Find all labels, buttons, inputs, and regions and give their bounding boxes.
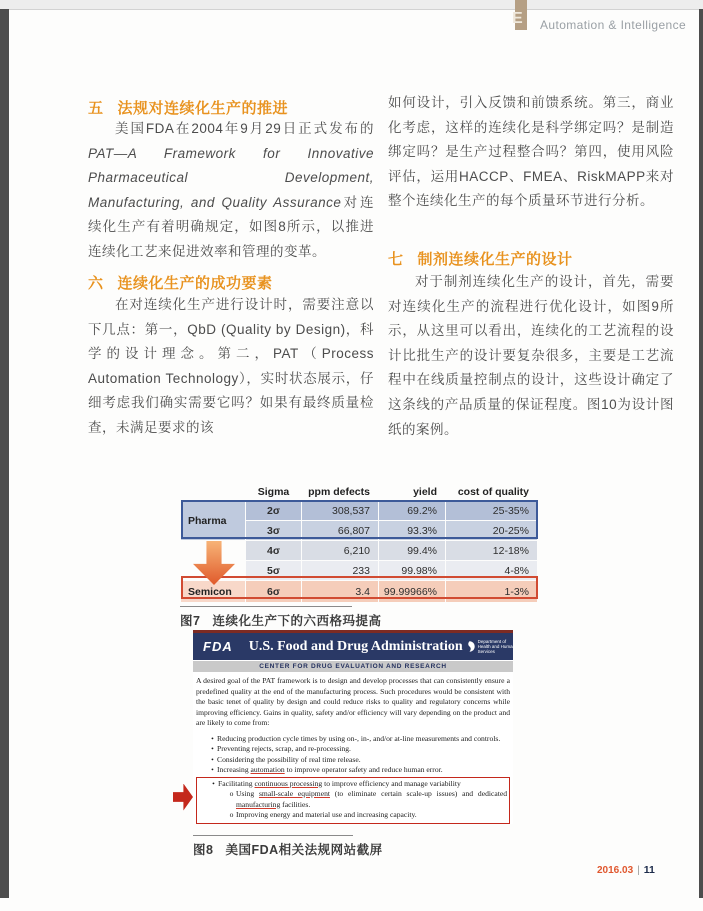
table-header-ppm: ppm defects bbox=[308, 485, 370, 498]
list-item bbox=[196, 734, 510, 745]
hhs-eagle-icon bbox=[463, 640, 476, 653]
table-cell: 99.99966% bbox=[379, 581, 445, 602]
section7-heading bbox=[388, 248, 573, 269]
table-cell: 233 bbox=[302, 561, 378, 580]
table-cell: 20-25% bbox=[446, 521, 537, 540]
text-segment: Facilitating bbox=[218, 778, 255, 788]
bullet-icon: • bbox=[211, 754, 214, 764]
figure8-caption-label: 图8 bbox=[193, 843, 214, 857]
list-item bbox=[197, 779, 507, 790]
text-segment: facilities. bbox=[280, 799, 311, 809]
pharma-group-label: Pharma bbox=[181, 501, 245, 540]
table-header-sigma: Sigma bbox=[257, 485, 290, 498]
bullet-icon: o bbox=[229, 810, 234, 819]
section6-number: 六 bbox=[88, 275, 104, 292]
section5-text-2: 对连续化生产有着明确规定，如图8所示，以推进连续化工艺来促进效率和管理的变革。 bbox=[88, 194, 375, 259]
table-cell: 3.4 bbox=[302, 581, 378, 602]
table-row: 2σ bbox=[246, 501, 301, 520]
fda-banner-title: U.S. Food and Drug Administration bbox=[248, 638, 463, 654]
text-segment: Using bbox=[236, 789, 259, 798]
hhs-seal-text: Department of Health and Human Services bbox=[477, 638, 516, 655]
fda-logo: FDA bbox=[203, 639, 233, 654]
section5-title: 法规对连续化生产的推进 bbox=[117, 100, 289, 117]
fda-banner bbox=[193, 633, 516, 660]
fda-bullet-2: Preventing rejects, scrap, and re-processing. bbox=[217, 744, 351, 753]
table-row: 3σ bbox=[246, 521, 301, 540]
fda-intro-paragraph: A desired goal of the PAT framework is to design and develop processes that can consistently ensure a predefined quality at the end of the manufacturing process. Such procedures would be consistent with the basic tenet of quality by design and could reduce risks to quality and regulatory concerns while improving efficiency. Gains in quality, safety and/or efficiency will vary depending on the product and are likely to come from: bbox=[196, 676, 510, 727]
table-row: 5σ bbox=[246, 561, 301, 580]
fda-link-manufacturing[interactable]: manufacturing bbox=[236, 799, 281, 809]
fda-body-text bbox=[193, 672, 513, 824]
table-cell: 6,210 bbox=[302, 541, 378, 560]
fda-bullet-4 bbox=[217, 765, 510, 776]
semicon-highlight-box bbox=[181, 576, 538, 599]
table-cell: 66,807 bbox=[302, 521, 378, 540]
bullet-icon: • bbox=[212, 778, 215, 788]
viewer-top-edge bbox=[0, 0, 703, 10]
list-item bbox=[197, 810, 507, 821]
page-footer bbox=[597, 864, 655, 876]
text-segment: (to eliminate certain scale-up issues) and dedicated bbox=[329, 789, 507, 798]
section6-paragraph: 在对连续化生产进行设计时，需要注意以下几点：第一，QbD (Quality by Design)，科学的设计理念。第二，PAT（Process Automation Technology），实时状态展示，仔细考虑我们确实需要它吗？如果有最终质量检查，未满足要求的该 bbox=[88, 297, 374, 435]
figure8-caption-text: 美国FDA相关法规网站截屏 bbox=[225, 843, 383, 857]
semicon-group-label: Semicon bbox=[181, 581, 245, 602]
viewer-left-edge bbox=[0, 9, 9, 898]
fda-bullet-5 bbox=[218, 779, 507, 790]
list-item bbox=[197, 789, 507, 810]
text-segment: Increasing bbox=[217, 765, 251, 774]
footer-separator: | bbox=[637, 865, 640, 876]
figure8-fda-screenshot bbox=[193, 630, 516, 824]
bullet-icon: • bbox=[211, 733, 214, 743]
section6-title: 连续化生产的成功要素 bbox=[117, 275, 273, 292]
section7-paragraph: 对于制剂连续化生产的设计，首先，需要对连续化生产的流程进行优化设计，如图9所示，从这里可以看出，连续化的工艺流程的设计比批生产的设计要复杂很多，主要是工艺流程中在线质量控制点的设计，这些设计确定了这条线的产品质量的保证程度。图10为设计图纸的案例。 bbox=[388, 274, 674, 437]
table-header-empty bbox=[181, 483, 245, 500]
figure7-caption-text: 连续化生产下的六西格玛提高 bbox=[212, 614, 382, 628]
fda-link-small-scale-equipment[interactable]: small-scale equipment bbox=[258, 789, 330, 798]
section6-heading bbox=[88, 272, 273, 293]
fda-subbar: CENTER FOR DRUG EVALUATION AND RESEARCH bbox=[193, 661, 513, 672]
hhs-seal bbox=[463, 639, 518, 655]
table-row: 4σ bbox=[246, 541, 301, 560]
figure8-caption-rule bbox=[193, 835, 353, 836]
section5-heading bbox=[88, 97, 288, 118]
footer-issue: 2016.03 bbox=[597, 865, 634, 876]
bullet-icon: o bbox=[229, 789, 234, 798]
fda-link-automation[interactable]: automation bbox=[250, 765, 285, 774]
table-cell: 4-8% bbox=[446, 561, 537, 580]
list-item bbox=[196, 755, 510, 766]
viewer-right-edge bbox=[699, 9, 703, 898]
annotation-arrow-icon bbox=[173, 784, 193, 811]
fda-sub-bullet-1 bbox=[236, 789, 507, 810]
section6-paragraph-continued: 如何设计，引入反馈和前馈系统。第三，商业化考虑，这样的连续化是科学绑定吗？是制造绑定吗？是生产过程整合吗？第四，使用风险评估，运用HACCP、FMEA、RiskMAPP来对整个连续化生产的每个质量环节进行分析。 bbox=[388, 95, 674, 209]
annotation-red-box bbox=[196, 777, 510, 824]
section5-paragraph bbox=[88, 117, 374, 265]
footer-page-number: 11 bbox=[643, 864, 655, 876]
text-segment: to improve operator safety and reduce human error. bbox=[284, 765, 443, 774]
table-header-yield: yield bbox=[413, 485, 437, 498]
section5-number: 五 bbox=[88, 100, 104, 117]
table-cell: 308,537 bbox=[302, 501, 378, 520]
bullet-icon: • bbox=[211, 744, 214, 753]
table-cell: 69.2% bbox=[379, 501, 445, 520]
fda-bullet-1: Reducing production cycle times by using on-, in-, and/or at-line measurements and controls. bbox=[217, 733, 501, 743]
fda-sub-bullet-2: Improving energy and material use and increasing capacity. bbox=[236, 810, 417, 819]
brand-logo-e-icon: E bbox=[512, 10, 523, 27]
text-segment: to improve efficiency and manage variability bbox=[322, 778, 461, 788]
fda-link-continuous-processing[interactable]: continuous processing bbox=[254, 778, 323, 788]
figure7-caption-label: 图7 bbox=[180, 614, 201, 628]
table-header-cost: cost of quality bbox=[457, 485, 529, 498]
table-cell: 99.98% bbox=[379, 561, 445, 580]
section5-text-1: 美国FDA在2004年9月29日正式发布的 bbox=[115, 121, 374, 136]
brand-title: Automation & Intelligence bbox=[540, 18, 687, 32]
figure8-caption bbox=[193, 840, 383, 858]
table-cell: 12-18% bbox=[446, 541, 537, 560]
list-item bbox=[196, 744, 510, 755]
table-cell: 25-35% bbox=[446, 501, 537, 520]
table-cell: 1-3% bbox=[446, 581, 537, 602]
fda-bullet-3: Considering the possibility of real time release. bbox=[217, 754, 361, 764]
section7-title: 制剂连续化生产的设计 bbox=[417, 251, 573, 268]
table-cell: 99.4% bbox=[379, 541, 445, 560]
bullet-icon: • bbox=[211, 765, 214, 774]
section7-number: 七 bbox=[388, 251, 404, 268]
section5-pat-title: PAT—A Framework for Innovative Pharmaceutical Development, Manufacturing, and Quality Assurance bbox=[88, 145, 374, 210]
pharma-highlight-box bbox=[181, 500, 538, 539]
table-row: 6σ bbox=[246, 581, 301, 602]
figure7-caption-rule bbox=[180, 606, 352, 607]
list-item bbox=[196, 765, 510, 776]
figure7-caption bbox=[180, 611, 381, 629]
table-cell: 93.3% bbox=[379, 521, 445, 540]
